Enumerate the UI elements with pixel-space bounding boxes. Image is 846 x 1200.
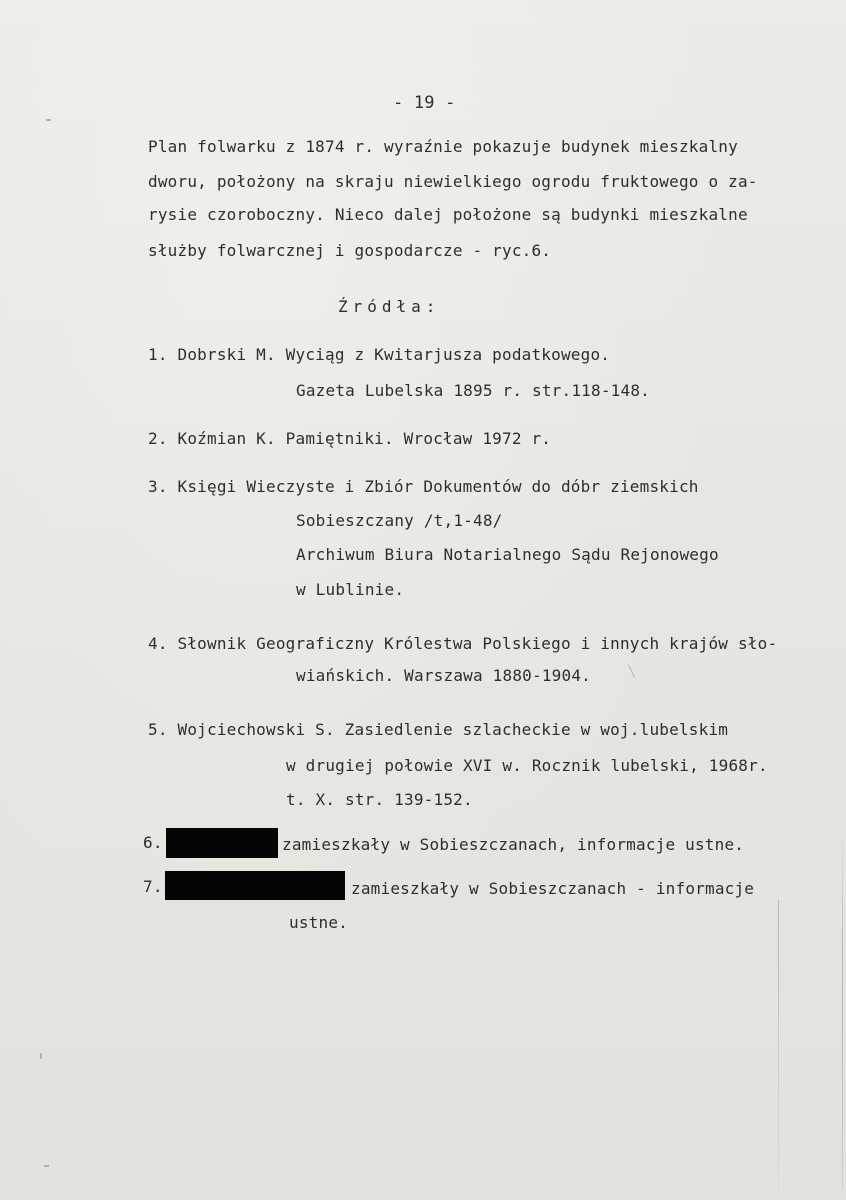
source-4-line: 4. Słownik Geograficzny Królestwa Polskiego i innych krajów sło- bbox=[148, 634, 778, 653]
source-7-line: ustne. bbox=[289, 913, 348, 932]
source-4-line: wiańskich. Warszawa 1880-1904. bbox=[296, 666, 591, 685]
page-number: - 19 - bbox=[393, 93, 456, 113]
source-5-line: w drugiej połowie XVI w. Rocznik lubelski, 1968r. bbox=[286, 756, 768, 775]
source-7-line: zamieszkały w Sobieszczanach - informacje bbox=[351, 879, 755, 898]
source-2-line: 2. Koźmian K. Pamiętniki. Wrocław 1972 r. bbox=[148, 429, 552, 448]
source-6-number: 6. bbox=[143, 833, 163, 852]
source-5-line: 5. Wojciechowski S. Zasiedlenie szlacheckie w woj.lubelskim bbox=[148, 720, 729, 739]
paragraph-line: Plan folwarku z 1874 r. wyraźnie pokazuje budynek mieszkalny bbox=[148, 137, 738, 156]
source-3-line: 3. Księgi Wieczyste i Zbiór Dokumentów do dóbr ziemskich bbox=[148, 477, 699, 496]
paper-speck bbox=[44, 1165, 49, 1167]
paragraph-line: rysie czoroboczny. Nieco dalej położone są budynki mieszkalne bbox=[148, 205, 748, 224]
source-3-line: w Lublinie. bbox=[296, 580, 405, 599]
source-6-line: zamieszkały w Sobieszczanach, informacje ustne. bbox=[282, 835, 745, 854]
source-7-number: 7. bbox=[143, 877, 163, 896]
source-1-line: Gazeta Lubelska 1895 r. str.118-148. bbox=[296, 381, 650, 400]
paper-speck bbox=[46, 119, 51, 121]
paragraph-line: służby folwarcznej i gospodarcze - ryc.6. bbox=[148, 241, 552, 260]
source-5-line: t. X. str. 139-152. bbox=[286, 790, 473, 809]
paragraph-line: dworu, położony na skraju niewielkiego ogrodu fruktowego o za- bbox=[148, 172, 758, 191]
pen-mark bbox=[628, 664, 635, 677]
redaction-bar bbox=[165, 871, 345, 900]
sources-heading: Źródła: bbox=[338, 297, 441, 316]
redaction-bar bbox=[166, 828, 278, 858]
source-1-line: 1. Dobrski M. Wyciąg z Kwitarjusza podatkowego. bbox=[148, 345, 611, 364]
source-3-line: Sobieszczany /t,1-48/ bbox=[296, 511, 503, 530]
paper-edge-shadow bbox=[842, 820, 843, 1190]
paper-speck bbox=[40, 1053, 42, 1059]
paper-crease bbox=[778, 900, 779, 1200]
source-3-line: Archiwum Biura Notarialnego Sądu Rejonowego bbox=[296, 545, 719, 564]
